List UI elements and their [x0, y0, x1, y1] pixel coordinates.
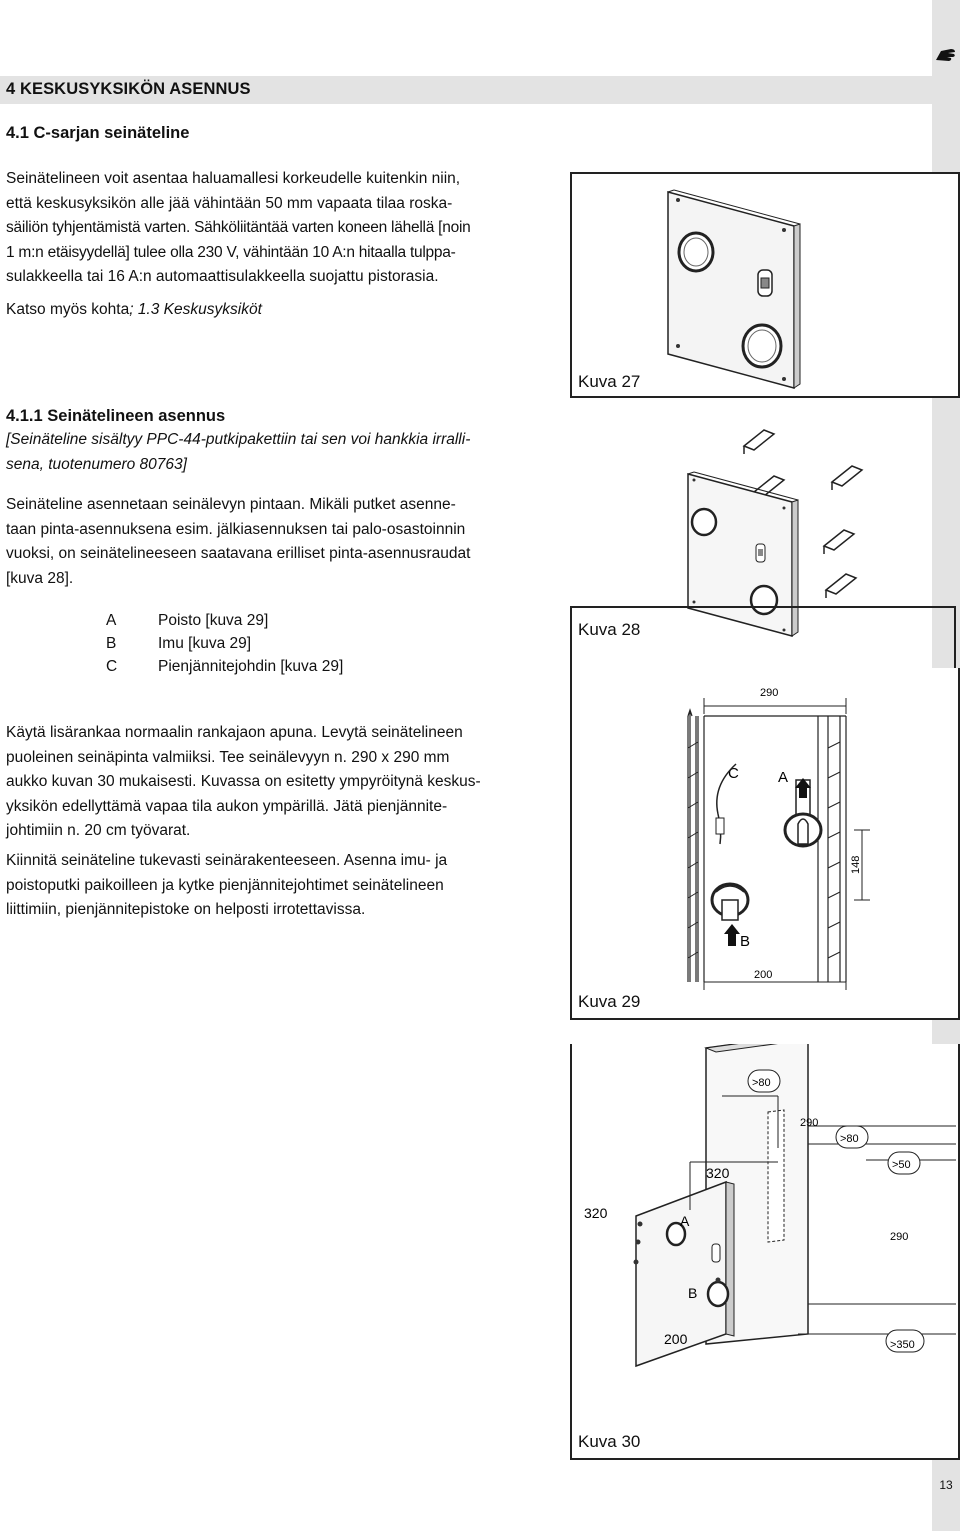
- figure-caption: Kuva 30: [578, 1432, 641, 1451]
- see-also-prefix: Katso myös kohta: [6, 301, 130, 318]
- mounting-paragraph: [6, 849, 561, 923]
- note-paragraph: [6, 428, 561, 477]
- subsubsection-title: 4.1.1 Seinätelineen asennus: [6, 407, 226, 425]
- legend-item: [106, 609, 343, 632]
- text-line: että keskusyksikön alle jää vähintään 50 mm vapaata tilaa roska-: [6, 194, 453, 212]
- opening-paragraph: [6, 721, 561, 844]
- dimension-label: >80: [840, 1133, 859, 1145]
- text-line: johtimiin n. 20 cm työvarat.: [6, 822, 191, 839]
- wall-opening-section-drawing: [572, 668, 958, 1018]
- legend-item: [106, 655, 343, 678]
- legend-letter: A: [106, 612, 117, 629]
- see-also-reference: ; 1.3 Keskusyksiköt: [129, 301, 262, 318]
- label-a: A: [680, 1213, 690, 1229]
- figure-caption: Kuva 28: [578, 620, 641, 639]
- legend-letter: C: [106, 658, 118, 675]
- label-c: C: [728, 765, 739, 782]
- section-title: 4 KESKUSYKSIKÖN ASENNUS: [6, 80, 251, 98]
- dimension-label: >80: [752, 1077, 771, 1089]
- text-line: [Seinäteline sisältyy PPC-44-putkipakettiin tai sen voi hankkia irralli-: [6, 431, 471, 448]
- dimension-label: 148: [850, 855, 862, 874]
- figure-30: [570, 1044, 960, 1460]
- legend-text: Imu [kuva 29]: [158, 635, 252, 652]
- figure-27: [570, 172, 960, 398]
- text-line: taan pinta-asennuksena esim. jälkiasennuksen tai palo-osastoinnin: [6, 520, 466, 538]
- legend-item: [106, 632, 343, 655]
- text-line: Käytä lisärankaa normaalin rankajaon apuna. Levytä seinätelineen: [6, 724, 463, 741]
- text-line: vuoksi, on seinätelineeseen saatavana erilliset pinta-asennusraudat: [6, 545, 471, 562]
- text-line: [kuva 28].: [6, 569, 74, 587]
- hand-pointer-icon: [934, 46, 958, 64]
- text-line: yksikön edellyttämä vapaa tila aukon ympärillä. Jätä pienjännite-: [6, 797, 448, 815]
- figure-caption: Kuva 29: [578, 992, 641, 1011]
- text-line: 1 m:n etäisyydellä] tulee olla 230 V, vähintään 10 A:n hitaalla tulppa-: [6, 243, 456, 261]
- legend-letter: B: [106, 635, 117, 652]
- dimension-label: 290: [800, 1117, 819, 1129]
- text-line: Seinätelineen voit asentaa haluamallesi korkeudelle kuitenkin niin,: [6, 170, 461, 187]
- text-line: poistoputki paikoilleen ja kytke pienjännitejohtimet seinätelineen: [6, 876, 444, 894]
- text-line: säiliön tyhjentämistä varten. Sähköliitäntää varten koneen lähellä [noin: [6, 219, 471, 236]
- dimension-label: >50: [892, 1159, 911, 1171]
- label-b: B: [688, 1285, 698, 1301]
- subsection-title: 4.1 C-sarjan seinäteline: [6, 124, 190, 142]
- legend-text: Pienjännitejohdin [kuva 29]: [158, 658, 344, 675]
- figure-28: [570, 394, 956, 668]
- dimension-label: 200: [664, 1331, 688, 1347]
- label-b: B: [740, 933, 751, 950]
- dimension-label: 320: [584, 1205, 608, 1221]
- text-line: Kiinnitä seinäteline tukevasti seinärakenteeseen. Asenna imu- ja: [6, 852, 448, 869]
- text-line: Seinäteline asennetaan seinälevyn pintaan. Mikäli putket asenne-: [6, 496, 456, 513]
- text-line: aukko kuvan 30 mukaisesti. Kuvassa on esitetty ympyröitynä keskus-: [6, 773, 481, 790]
- intro-paragraph: [6, 167, 561, 290]
- page-number: 13: [939, 1478, 953, 1492]
- dimension-label: 290: [760, 687, 779, 699]
- text-line: liittimiin, pienjännitepistoke on helposti irrotettavissa.: [6, 901, 366, 918]
- label-a: A: [778, 769, 789, 786]
- figure-29: [570, 668, 960, 1020]
- text-line: puoleinen seinäpinta valmiiksi. Tee seinälevyyn n. 290 x 290 mm: [6, 748, 450, 766]
- see-also: [6, 298, 262, 323]
- legend-text: Poisto [kuva 29]: [158, 612, 269, 629]
- legend-list: [106, 609, 343, 678]
- clearance-isometric-drawing: [572, 1044, 958, 1458]
- text-line: sena, tuotenumero 80763]: [6, 455, 187, 473]
- text-line: sulakkeella tai 16 A:n automaattisulakkeella suojattu pistorasia.: [6, 268, 439, 285]
- dimension-label: 290: [890, 1231, 909, 1243]
- wall-bracket-drawing: [572, 174, 958, 396]
- dimension-label: >350: [890, 1339, 915, 1351]
- install-paragraph: [6, 493, 561, 591]
- figure-caption: Kuva 27: [578, 372, 641, 391]
- dimension-label: 200: [754, 969, 773, 981]
- dimension-label: 320: [706, 1165, 730, 1181]
